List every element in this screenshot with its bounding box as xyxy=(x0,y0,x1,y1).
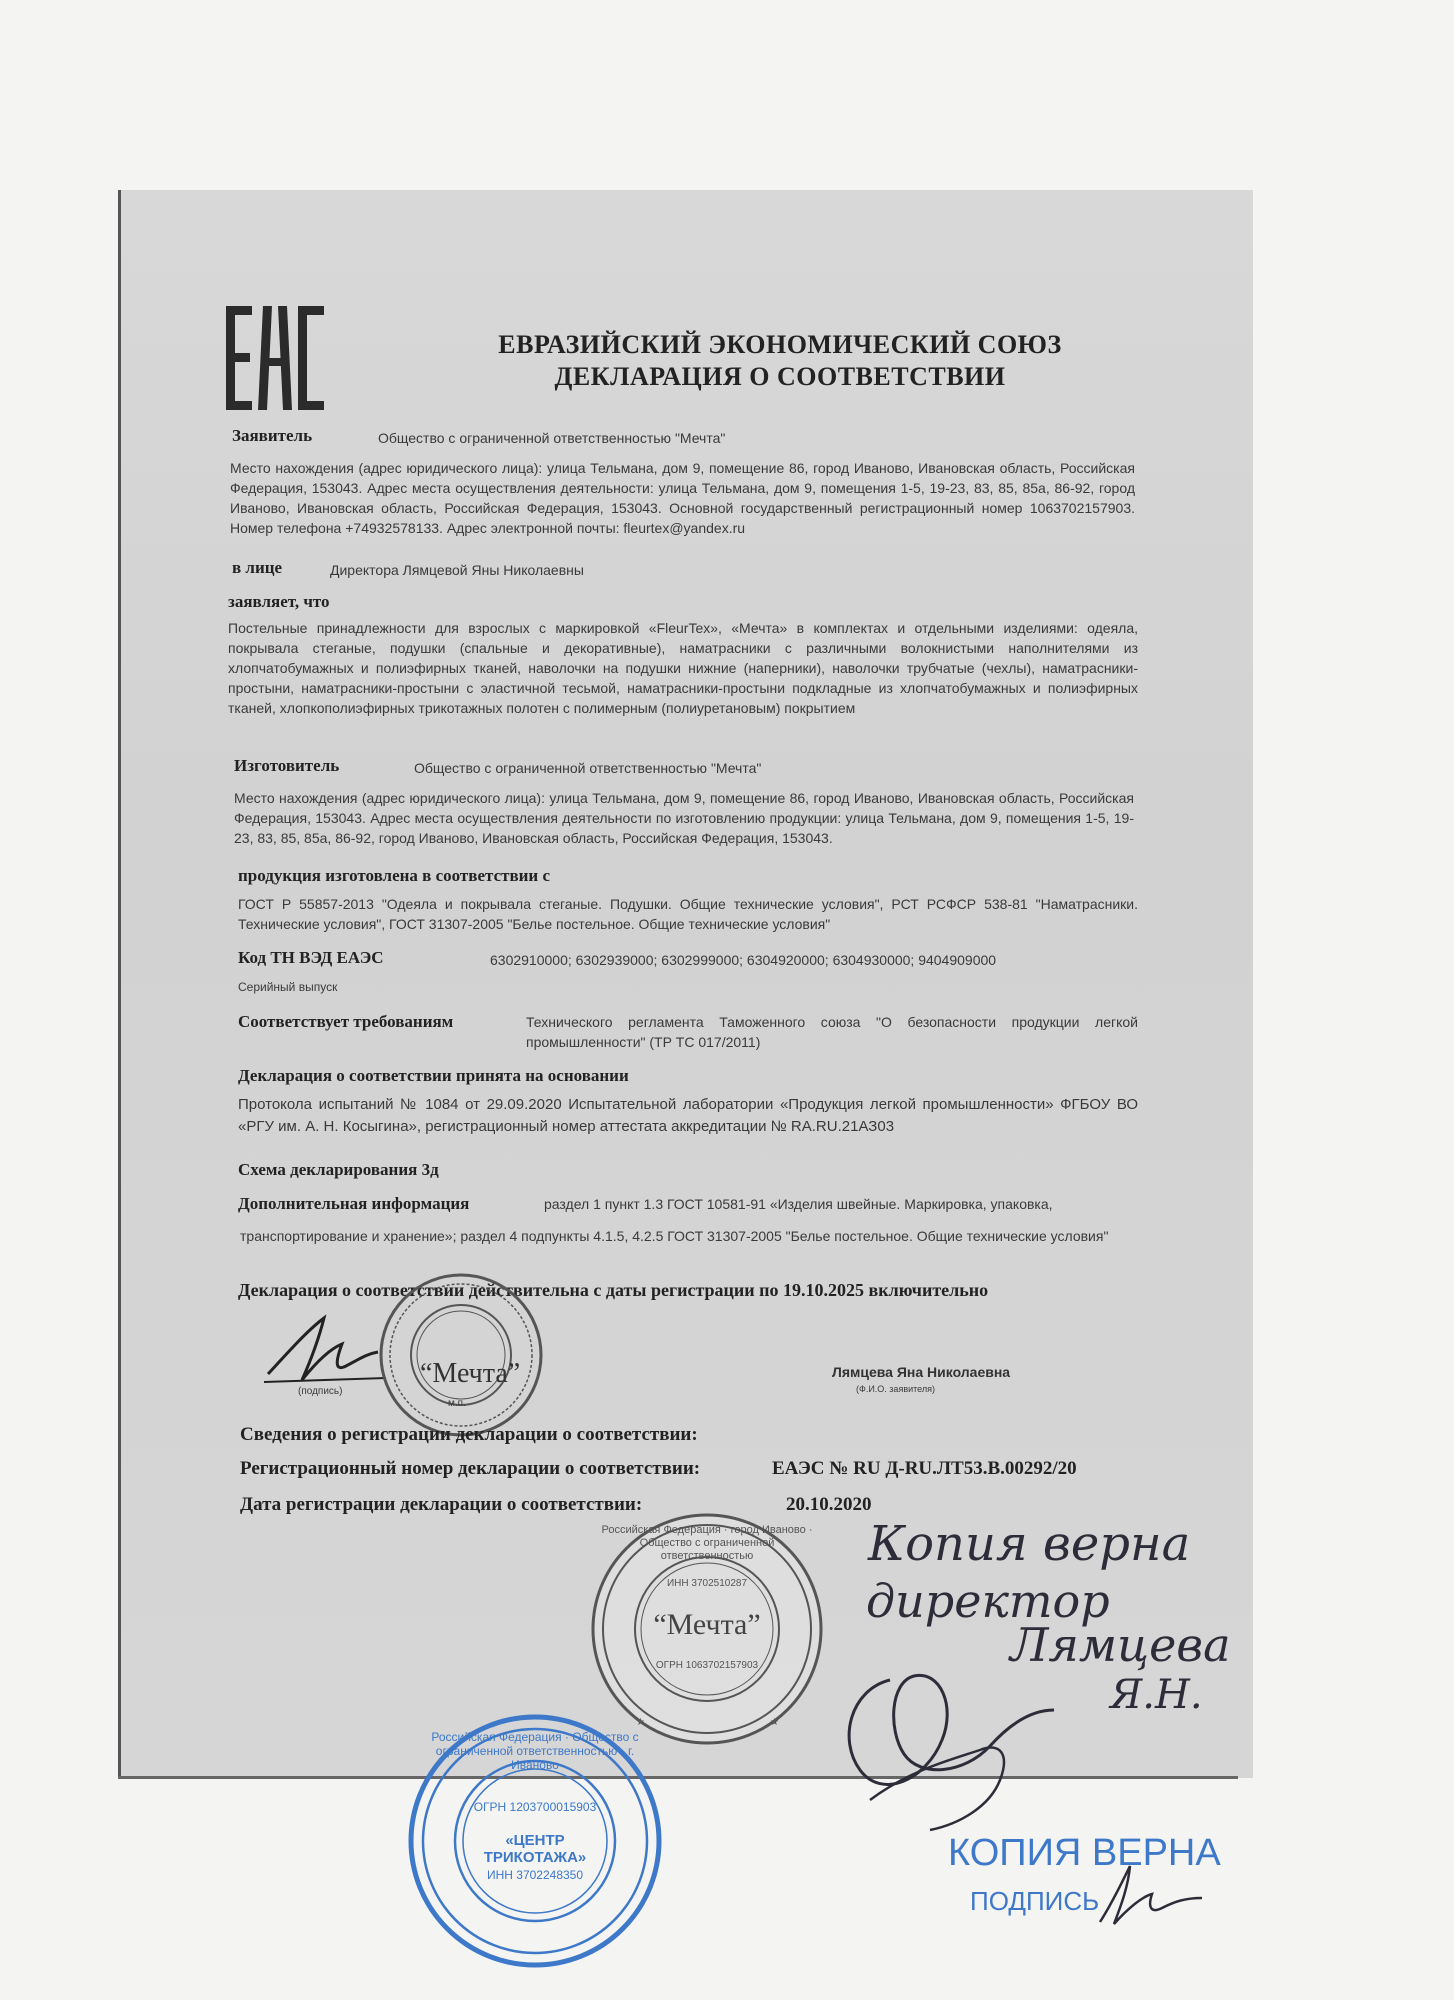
registration-date-label: Дата регистрации декларации о соответствии: xyxy=(240,1494,643,1515)
signatory-name: Лямцева Яна Николаевна xyxy=(832,1364,1011,1380)
handwritten-signature xyxy=(830,1650,1060,1840)
validity-text: Декларация о соответствии действительна с даты регистрации по 19.10.2025 включительно xyxy=(238,1280,989,1300)
handwritten-director: директор xyxy=(866,1574,1110,1628)
trade-center-seal-ring: Российская Федерация · Общество с ограниченной ответственностью · г. Иваново xyxy=(431,1730,639,1772)
applicant-address: Место нахождения (адрес юридического лица): улица Тельмана, дом 9, помещение 86, город Иваново, Ивановская область, Российская Федерация, 153043. Адрес места осуществления деятельности: улица Тельмана, дом 9, помещения 1-5, 19-23, 83, 85, 85а, 86-92, город Иваново, Ивановская область, Российская Федерация, 153043. Основной государственный регистрационный номер 1063702157903. Номер телефона +74932578133. Адрес электронной почты: fleurtex@yandex.ru xyxy=(230,460,1135,536)
handwritten-surname: Лямцева xyxy=(1010,1618,1231,1672)
registration-date-value: 20.10.2020 xyxy=(786,1494,872,1515)
sheet-bottom-edge xyxy=(118,1776,1238,1779)
person-label: в лице xyxy=(232,558,283,577)
copy-true-signature-label: ПОДПИСЬ xyxy=(970,1886,1100,1916)
applicant-label: Заявитель xyxy=(232,426,313,445)
additional-label: Дополнительная информация xyxy=(238,1194,470,1213)
applicant-stamp-sub: м.п. xyxy=(448,1398,466,1409)
trade-center-seal-inn: ИНН 3702248350 xyxy=(486,1868,584,1882)
declares-label: заявляет, что xyxy=(228,592,330,611)
tnved-value: 6302910000; 6302939000; 6302999000; 6304920000; 6304930000; 9404909000 xyxy=(490,952,997,968)
handwritten-initials: Я.Н. xyxy=(1110,1672,1203,1718)
trade-center-seal-ogrn: ОГРН 1203700015903 xyxy=(473,1800,597,1814)
scheme-label: Схема декларирования 3д xyxy=(238,1160,439,1179)
declares-text: Постельные принадлежности для взрослых с маркировкой «FleurTex», «Мечта» в комплектах и отдельными изделиями: одеяла, покрывала стеганые, подушки (спальные и декоративные), наматрасники с различными волокнистыми наполнителями из хлопчатобумажных и полиэфирных тканей, наволочки на подушки нижние (наперники), наволочки трубчатые (чехлы), наматрасники-простыни, наматрасники-простыни с эластичной тесьмой, наматрасники-простыни подкладные из хлопчатобумажных и полиэфирных тканей, хлопкополиэфирных трикотажных полотен с полимерным (полиуретановым) покрытием xyxy=(228,620,1138,716)
eac-logo xyxy=(226,306,324,410)
standards-text: ГОСТ Р 55857-2013 "Одеяла и покрывала стеганые. Подушки. Общие технические условия", РСТ РСФСР 538-81 "Наматрасники. Технические условия", ГОСТ 31307-2005 "Белье постельное. Общие технические условия" xyxy=(238,896,1138,932)
basis-label: Декларация о соответствии принята на основании xyxy=(238,1066,629,1085)
company-seal-ogrn: ОГРН 1063702157903 xyxy=(655,1660,759,1671)
applicant-value: Общество с ограниченной ответственностью "Мечта" xyxy=(378,430,726,446)
signatory-name-caption: (Ф.И.О. заявителя) xyxy=(856,1384,935,1394)
signature-caption: (подпись) xyxy=(298,1386,343,1397)
trade-center-seal-name: «ЦЕНТР ТРИКОТАЖА» xyxy=(483,1832,587,1866)
additional-value: раздел 1 пункт 1.3 ГОСТ 10581-91 «Изделия швейные. Маркировка, упаковка, xyxy=(544,1196,1053,1212)
svg-text:★: ★ xyxy=(636,1717,645,1728)
manufacturer-value: Общество с ограниченной ответственностью "Мечта" xyxy=(414,760,762,776)
applicant-signature xyxy=(262,1308,392,1398)
header-union: ЕВРАЗИЙСКИЙ ЭКОНОМИЧЕСКИЙ СОЮЗ xyxy=(498,330,1062,359)
company-seal-inn: ИНН 3702510287 xyxy=(666,1578,748,1589)
tnved-note: Серийный выпуск xyxy=(238,980,338,994)
requirements-label: Соответствует требованиям xyxy=(238,1012,454,1031)
applicant-stamp xyxy=(376,1270,546,1440)
manufacturer-label: Изготовитель xyxy=(234,756,340,775)
registration-title: Сведения о регистрации декларации о соответствии: xyxy=(240,1424,698,1445)
handwritten-copy-true: Копия верна xyxy=(868,1516,1191,1572)
applicant-stamp-name: “Мечта” xyxy=(420,1358,521,1389)
header-declaration: ДЕКЛАРАЦИЯ О СООТВЕТСТВИИ xyxy=(554,362,1006,391)
copy-true-stamp: КОПИЯ ВЕРНА xyxy=(948,1832,1221,1874)
requirements-value: Технического регламента Таможенного союза "О безопасности продукции легкой промышленности" (ТР ТС 017/2011) xyxy=(526,1014,1138,1050)
tnved-label: Код ТН ВЭД ЕАЭС xyxy=(238,948,384,967)
additional-value-continued: транспортирование и хранение»; раздел 4 подпункты 4.1.5, 4.2.5 ГОСТ 31307-2005 "Белье постельное. Общие технические условия" xyxy=(240,1228,1109,1244)
sheet-left-edge xyxy=(118,190,121,1778)
registration-number-label: Регистрационный номер декларации о соответствии: xyxy=(240,1458,701,1479)
company-seal-name: “Мечта” xyxy=(653,1608,761,1641)
person-value: Директора Лямцевой Яны Николаевны xyxy=(330,562,584,578)
standards-label: продукция изготовлена в соответствии с xyxy=(238,866,551,885)
svg-text:★: ★ xyxy=(770,1717,779,1728)
manufacturer-address: Место нахождения (адрес юридического лица): улица Тельмана, дом 9, помещение 86, город Иваново, Ивановская область, Российская Федерация, 153043. Адрес места осуществления деятельности по изготовлению продукции: улица Тельмана, дом 9, помещения 1-5, 19-23, 83, 85, 85а, 86-92, город Иваново, Ивановская область, Российская Федерация, 153043. xyxy=(234,790,1134,846)
basis-text: Протокола испытаний № 1084 от 29.09.2020 Испытательной лаборатории «Продукция легкой промышленности» ФГБОУ ВО «РГУ им. А. Н. Косыгина», регистрационный номер аттестата аккредитации № RA.RU.21АЗ03 xyxy=(238,1096,1138,1135)
copy-true-signature xyxy=(1090,1860,1210,1930)
registration-number-value: ЕАЭС № RU Д-RU.ЛТ53.В.00292/20 xyxy=(772,1458,1077,1479)
company-seal-ring: Российская Федерация · город Иваново · Общество с ограниченной ответственностью xyxy=(601,1524,813,1562)
